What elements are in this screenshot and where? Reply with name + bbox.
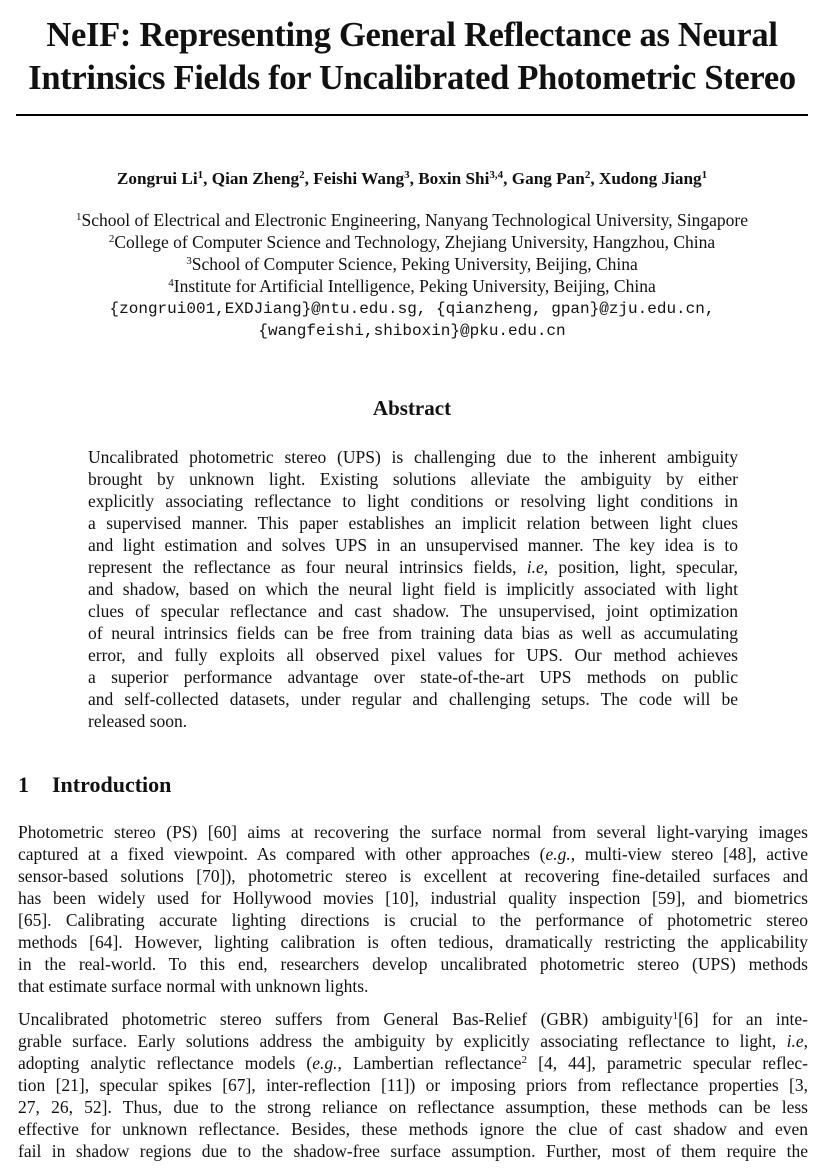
paragraph-line: in the real-world. To this end, researchers develop uncalibrated photometric stereo (UPS) methods (18, 954, 808, 974)
author-name: Zongrui Li (116, 169, 198, 188)
abstract-line: and self-collected datasets, under regular and challenging setups. The code will be (88, 689, 738, 709)
affiliation-number: 1 (76, 211, 82, 223)
paragraph-line: has been widely used for Hollywood movies [10], industrial quality inspection [59], and biometrics (18, 888, 808, 908)
section-number: 1 (18, 772, 29, 797)
intro-paragraph (18, 821, 808, 997)
affiliation-number: 4 (168, 277, 174, 289)
title-rule (16, 114, 808, 116)
affiliation-text: College of Computer Science and Technology, Zhejiang University, Hangzhou, China (114, 232, 716, 252)
abstract-line: error, and fully exploits all observed pixel values for UPS. Our method achieves (88, 645, 738, 665)
title-line: Intrinsics Fields for Uncalibrated Photometric Stereo (28, 59, 796, 97)
title-line: NeIF: Representing General Reflectance as Neural (46, 16, 778, 54)
author-affiliation-mark: 2 (299, 169, 305, 181)
email-line: {wangfeishi,shiboxin}@pku.edu.cn (258, 322, 566, 340)
section-heading (18, 771, 171, 799)
author-affiliation-mark: 3,4 (489, 169, 504, 181)
email-line: {zongrui001,EXDJiang}@ntu.edu.sg, {qianzheng, gpan}@zju.edu.cn, (109, 300, 715, 318)
affiliation-text: School of Computer Science, Peking University, Beijing, China (191, 254, 638, 274)
paragraph-line: that estimate surface normal with unknown lights. (18, 976, 369, 996)
footnote-mark: 2 (521, 1054, 527, 1066)
abstract-line: explicitly associating reflectance to light conditions or resolving light conditions in (88, 491, 738, 511)
paragraph-line: tion [21], specular spikes [67], inter-reflection [11]) or imposing priors from reflectance properties [3, (18, 1075, 808, 1095)
section-title: Introduction (52, 772, 172, 797)
abstract-line: a superior performance advantage over state-of-the-art UPS methods on public (88, 667, 738, 687)
abstract-italic-text: i.e (526, 557, 544, 577)
paragraph-text: , (803, 1031, 808, 1051)
author-name: Qian Zheng (211, 169, 300, 188)
affiliation-number: 2 (108, 233, 115, 245)
email-block (0, 298, 824, 342)
affiliation-list (0, 209, 824, 297)
abstract-body (88, 446, 738, 732)
abstract-line: brought by unknown light. Existing solutions alleviate the ambiguity by either (88, 469, 738, 489)
author-affiliation-mark: 3 (404, 169, 410, 181)
paragraph-text: , multi-view stereo [48], active (570, 844, 808, 864)
abstract-text: , position, light, specular, (543, 557, 738, 577)
paragraph-text: , Lambertian reflectance (337, 1053, 522, 1073)
paragraph-italic-text: e.g. (312, 1053, 338, 1073)
affiliation (0, 275, 824, 297)
author-affiliation-mark: 2 (584, 169, 591, 181)
abstract-heading: Abstract (372, 396, 452, 420)
paragraph-line (18, 1030, 808, 1052)
paragraph-line (18, 843, 808, 865)
author-list: Zongrui Li$^1$, Qian Zheng$^2$, Feishi Wang$^3$, Boxin Shi$^{3,4}$, Gang Pan$^2$, Xudong Jiang$^1$ (116, 169, 708, 188)
abstract-line: released soon. (88, 711, 188, 731)
affiliation (0, 231, 824, 253)
paragraph-line (18, 1052, 808, 1074)
author-affiliation-mark: 1 (197, 169, 204, 181)
paragraph-italic-text: i.e (786, 1031, 804, 1051)
abstract-line: clues of specular reflectance and cast shadow. The unsupervised, joint optimization (88, 601, 738, 621)
paragraph-italic-text: e.g. (545, 844, 571, 864)
abstract-text: represent the reflectance as four neural intrinsics fields, (88, 557, 527, 577)
paragraph-text: captured at a fixed viewpoint. As compared with other approaches ( (18, 844, 546, 864)
abstract-line: a supervised manner. This paper establishes an implicit relation between light clues (88, 513, 738, 533)
author-name: Feishi Wang (313, 169, 405, 188)
paragraph-line: [65]. Calibrating accurate lighting directions is crucial to the performance of photometric stereo (18, 910, 808, 930)
author-name: Boxin Shi (418, 169, 490, 188)
affiliation-number: 3 (186, 255, 192, 267)
paragraph-text: Uncalibrated photometric stereo suffers from General Bas-Relief (GBR) ambiguity (18, 1009, 673, 1029)
affiliation-text: School of Electrical and Electronic Engineering, Nanyang Technological University, Singapore (81, 210, 748, 230)
author-name: Gang Pan (511, 169, 585, 188)
paragraph-line: 27, 26, 52]. Thus, due to the strong reliance on reflectance assumption, these methods can be less (18, 1097, 808, 1117)
paragraph-text: [4, 44], parametric specular reflec- (527, 1053, 808, 1073)
paragraph-text: grable surface. Early solutions address the ambiguity by explicitly associating reflectance to light, (18, 1031, 787, 1051)
abstract-line (88, 556, 738, 578)
paragraph-line: methods [64]. However, lighting calibration is often tedious, dramatically restricting the applicability (18, 932, 808, 952)
paragraph-text: adopting analytic reflectance models ( (18, 1053, 313, 1073)
paragraph-text: [6] for an inte- (678, 1009, 808, 1029)
paper-title (0, 14, 824, 100)
abstract-line: and light estimation and solves UPS in an unsupervised manner. The key idea is to (88, 535, 738, 555)
paragraph-line: effective for unknown reflectance. Besides, these methods ignore the clue of cast shadow and even (18, 1119, 808, 1139)
abstract-line: and shadow, based on which the neural light field is implicitly associated with light (88, 579, 738, 599)
paragraph-line (18, 1008, 808, 1030)
abstract-line: Uncalibrated photometric stereo (UPS) is challenging due to the inherent ambiguity (88, 447, 738, 467)
paragraph-line: fail in shadow regions due to the shadow-free surface assumption. Further, most of them require the (18, 1141, 808, 1161)
paragraph-line: Photometric stereo (PS) [60] aims at recovering the surface normal from several light-varying images (18, 822, 808, 842)
paragraph-line: sensor-based solutions [70]), photometric stereo is excellent at recovering fine-detailed surfaces and (18, 866, 808, 886)
intro-paragraph (18, 1008, 808, 1162)
affiliation (0, 209, 824, 231)
affiliation-text: Institute for Artificial Intelligence, Peking University, Beijing, China (173, 276, 656, 296)
affiliation (0, 253, 824, 275)
abstract-line: of neural intrinsics fields can be free from training data bias as well as accumulating (88, 623, 738, 643)
author-affiliation-mark: 1 (701, 169, 708, 181)
author-name: Xudong Jiang (598, 169, 702, 188)
footnote-mark: 1 (672, 1010, 679, 1022)
